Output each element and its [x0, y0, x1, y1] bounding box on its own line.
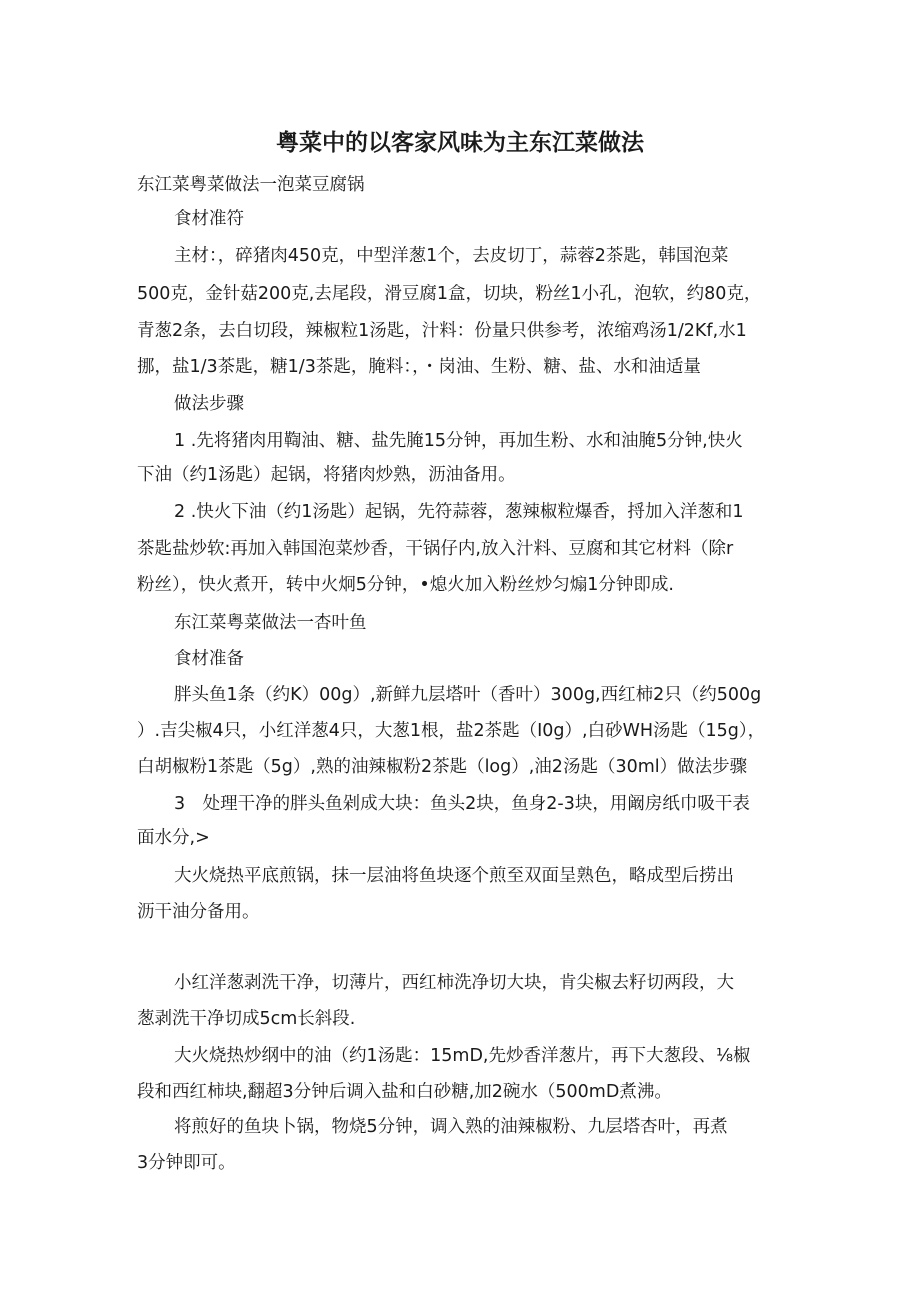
paragraph-line: 茶匙盐炒软:再加入韩国泡菜炒香，干锅仔内,放入汁料、豆腐和其它材料（除r [137, 539, 734, 559]
paragraph-line: 挪，盐1/3茶匙，糖1/3茶匙，腌料：，・岗油、生粉、糖、盐、水和油适量 [137, 357, 701, 377]
subheading-recipe-2: 东江菜粤菜做法一杏叶鱼 [174, 613, 367, 633]
paragraph-line: 500克，金针菇200克,去尾段，滑豆腐1盒，切块，粉丝1小孔，泡软，约80克， [137, 284, 762, 304]
paragraph-line: 胖头鱼1条（约K）00g）,新鲜九层塔叶（香叶）300g,西红柿2只（约500g [174, 685, 762, 705]
document-title: 粤菜中的以客家风味为主东江菜做法 [276, 130, 644, 156]
section-label-ingredients: 食材准符 [174, 209, 244, 229]
paragraph-line: 将煎好的鱼块卜锅，物烧5分钟，调入熟的油辣椒粉、九层塔杏叶，再煮 [174, 1117, 728, 1137]
paragraph-line: 大火烧热平底煎锅，抹一层油将鱼块逐个煎至双面呈熟色，略成型后捞出 [174, 866, 734, 886]
paragraph-line: 面水分,> [137, 828, 210, 848]
paragraph-line: 主材：，碎猪肉450克，中型洋葱1个，去皮切丁，蒜蓉2茶匙，韩国泡菜 [174, 246, 729, 266]
paragraph-line: 白胡椒粉1茶匙（5g）,熟的油辣椒粉2茶匙（log）,油2汤匙（30ml）做法步骤 [137, 757, 748, 777]
paragraph-line: 1 .先将猪肉用鞫油、糖、盐先腌15分钟，再加生粉、水和油腌5分钟,快火 [174, 431, 743, 451]
paragraph-line: 下油（约1汤匙）起锅，将猪肉炒熟，沥油备用。 [137, 465, 516, 485]
subheading-recipe-1: 东江菜粤菜做法一泡菜豆腐锅 [137, 175, 365, 195]
paragraph-line: 3分钟即可。 [137, 1153, 236, 1173]
paragraph-line: 3 处理干净的胖头鱼剁成大块：鱼头2块，鱼身2-3块，用阚房纸巾吸干表 [174, 794, 750, 814]
paragraph-line: 青葱2条，去白切段，辣椒粒1汤匙，汁料：份量只供参考，浓缩鸡汤1/2Kf,水1 [137, 321, 747, 341]
section-label-steps: 做法步骤 [174, 394, 244, 414]
paragraph-line: 沥干油分备用。 [137, 902, 260, 922]
paragraph-line: 2 .快火下油（约1汤匙）起锅，先符蒜蓉，葱辣椒粒爆香，捋加入洋葱和1 [174, 502, 744, 522]
paragraph-line: 粉丝），快火煮开，转中火炯5分钟，•熄火加入粉丝炒匀煽1分钟即成. [137, 575, 674, 595]
paragraph-line: 段和西红柿块,翻超3分钟后调入盐和白砂糖,加2碗水（500mD煮沸。 [137, 1082, 672, 1102]
section-label-ingredients: 食材准备 [174, 649, 244, 669]
paragraph-line: 大火烧热炒纲中的油（约1汤匙：15mD,先炒香洋葱片，再下大葱段、⅛椒 [174, 1046, 751, 1066]
paragraph-line: 小红洋葱剥洗干净，切薄片，西红柿洗净切大块，肯尖椒去籽切两段，大 [174, 973, 734, 993]
paragraph-line: ）.吉尖椒4只，小红洋葱4只，大葱1根，盐2茶匙（I0g）,白砂WH汤匙（15g）， [137, 721, 766, 741]
paragraph-line: 葱剥洗干净切成5cm长斜段. [137, 1009, 356, 1029]
